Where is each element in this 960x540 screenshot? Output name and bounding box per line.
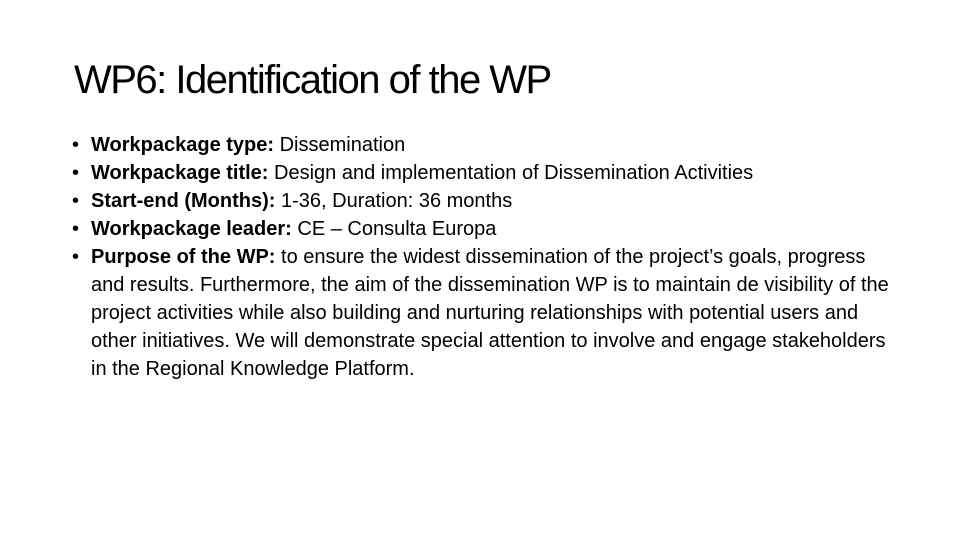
bullet-label: Start-end (Months): — [91, 190, 276, 212]
bullet-label: Workpackage leader: — [91, 218, 292, 240]
bullet-dot-icon: • — [72, 190, 80, 212]
bullet-dot-icon: • — [72, 246, 80, 268]
bullet-label: Workpackage type: — [91, 134, 275, 156]
bullet-value: CE – Consulta Europa — [291, 218, 497, 240]
bullet-text — [91, 215, 892, 243]
bullet-text — [91, 187, 892, 215]
bullet-label: Workpackage title: — [91, 162, 269, 184]
bullet-item-title — [72, 159, 892, 187]
bullet-dot-icon: • — [72, 162, 80, 184]
bullet-list — [72, 131, 892, 383]
bullet-dot-icon: • — [72, 134, 80, 156]
bullet-value: to ensure the widest dissemination of the project’s goals, progress and results. Furthermore, the aim of the dissemination WP is to maintain de visibility of the project activities while also building and nurturing relationships with potential users and other initiatives. We will demonstrate special attention to involve and engage stakeholders in the Regional Knowledge Platform. — [91, 246, 889, 380]
bullet-text — [91, 131, 892, 159]
bullet-text — [91, 243, 892, 383]
bullet-label: Purpose of the WP: — [91, 246, 276, 268]
bullet-value: Design and implementation of Dissemination Activities — [268, 162, 754, 184]
bullet-text — [91, 159, 892, 187]
bullet-dot-icon: • — [72, 218, 80, 240]
bullet-item-start-end — [72, 187, 892, 215]
bullet-item-type — [72, 131, 892, 159]
bullet-value: 1-36, Duration: 36 months — [275, 190, 513, 212]
bullet-item-leader — [72, 215, 892, 243]
bullet-item-purpose — [72, 243, 892, 383]
slide-title: WP6: Identification of the WP — [74, 58, 551, 102]
bullet-value: Dissemination — [274, 134, 406, 156]
